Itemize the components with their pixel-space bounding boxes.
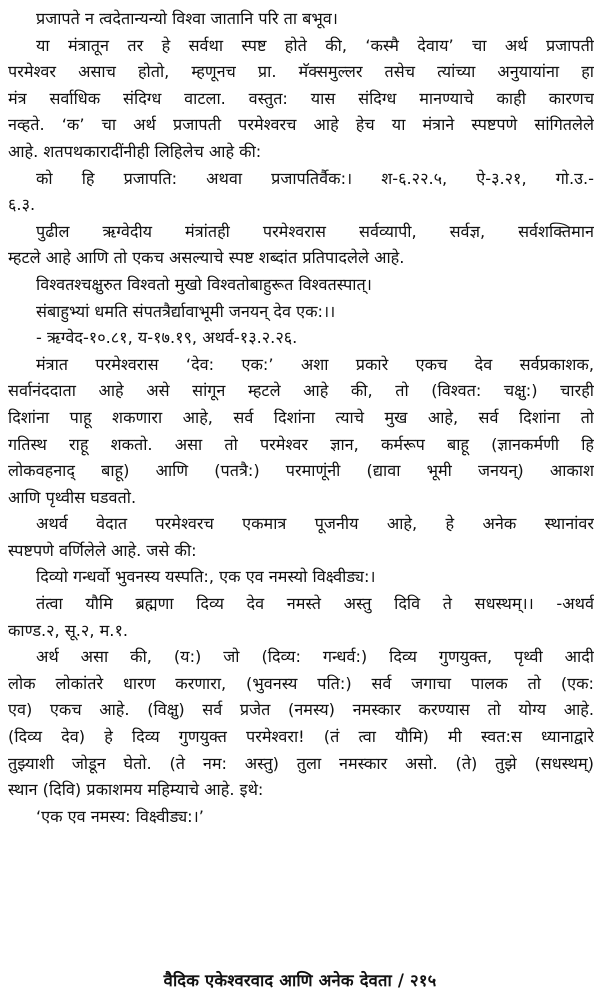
text-line: अर्थ असा की, (य:) जो (दिव्य: गन्धर्व:) दिव्य गुणयुक्त, पृथ्वी आदी: [36, 647, 594, 667]
page-body-text: [8, 6, 594, 830]
text-line: तंत्वा यौमि ब्रह्मणा दिव्य देव नमस्ते अस्तु दिवि ते सधस्थम्।। -अथर्व: [36, 594, 594, 614]
text-line: को हि प्रजापति: अथवा प्रजापतिर्वैक:। श-६.२२.५, ऐ-३.२१, गो.उ.-: [36, 168, 594, 188]
text-line: लोकवहनाद् बाहू) आणि (पतत्रै:) परमाणूंनी (द्यावा भूमी जनयन्) आकाश: [8, 461, 594, 481]
text-line: दिव्यो गन्धर्वो भुवनस्य यस्पति:, एक एव नमस्यो विक्ष्वीड्य:।: [36, 567, 376, 587]
text-line: स्थान (दिवि) प्रकाशमय महिम्याचे आहे. इथे:: [8, 780, 264, 800]
text-line: ‘एक एव नमस्य: विक्ष्वीड्य:।’: [36, 806, 204, 826]
text-line: (दिव्य देव) हे दिव्य गुणयुक्त परमेश्वरा! (तं त्वा यौमि) मी स्वत:स ध्यानाद्वारे: [8, 727, 594, 747]
text-line: एव) एकच आहे. (विक्षु) सर्व प्रजेत (नमस्य) नमस्कार करण्यास तो योग्य आहे.: [8, 700, 594, 720]
text-line: मंत्रात परमेश्वरास ‘देव: एक:’ अशा प्रकारे एकच देव सर्वप्रकाशक,: [36, 354, 594, 374]
text-line: मंत्र सर्वाधिक संदिग्ध वाटला. वस्तुत: यास संदिग्ध मानण्याचे काही कारणच: [8, 88, 594, 108]
text-line: आहे. शतपथकारादींनीही लिहिलेच आहे की:: [8, 141, 262, 161]
text-line: स्पष्टपणे वर्णिलेले आहे. जसे की:: [8, 540, 197, 560]
text-line: संबाहुभ्यां धमति संपतत्रैर्द्यावाभूमी जनयन् देव एक:।।: [36, 301, 336, 321]
text-line: अथर्व वेदात परमेश्वरच एकमात्र पूजनीय आहे, हे अनेक स्थानांवर: [36, 514, 594, 534]
text-line: या मंत्रातून तर हे सर्वथा स्पष्ट होते की, ‘कस्मै देवाय’ चा अर्थ प्रजापती: [36, 35, 594, 55]
page-footer: वैदिक एकेश्वरवाद आणि अनेक देवता / २१५: [163, 971, 437, 990]
text-line: आणि पृथ्वीस घडवतो.: [8, 487, 137, 507]
text-line: ६.३.: [8, 195, 36, 215]
text-line: काण्ड.२, सू.२, म.१.: [8, 620, 129, 640]
text-line: पुढील ऋग्वेदीय मंत्रांतही परमेश्वरास सर्वव्यापी, सर्वज्ञ, सर्वशक्तिमान: [36, 221, 594, 241]
text-line: प्रजापते न त्वदेतान्यन्यो विश्वा जातानि परि ता बभूव।: [36, 9, 338, 28]
text-line: विश्वतश्चक्षुरुत विश्वतो मुखो विश्वतोबाहुरूत विश्वतस्पात्।: [36, 274, 372, 294]
text-line: तुझ्याशी जोडून घेतो. (ते नम: अस्तु) तुला नमस्कार असो. (ते) तुझे (सधस्थम्): [8, 753, 594, 773]
text-line: परमेश्वर असाच होतो, म्हणूनच प्रा. मॅक्समुल्लर तसेच त्यांच्या अनुयायांना हा: [8, 62, 594, 82]
text-line: नव्हते. ‘क’ चा अर्थ प्रजापती परमेश्वरच आहे हेच या मंत्राने स्पष्टपणे सांगितलेले: [8, 115, 594, 135]
text-line: गतिस्थ राहू शकतो. असा तो परमेश्वर ज्ञान, कर्मरूप बाहू (ज्ञानकर्मणी हि: [8, 434, 594, 454]
text-line: सर्वानंददाता आहे असे सांगून म्हटले आहे की, तो (विश्वत: चक्षु:) चारही: [8, 381, 594, 401]
text-line: - ऋग्वेद-१०.८१, य-१७.१९, अथर्व-१३.२.२६.: [36, 328, 298, 348]
text-line: म्हटले आहे आणि तो एकच असल्याचे स्पष्ट शब्दांत प्रतिपादलेले आहे.: [8, 248, 405, 268]
text-line: दिशांना पाहू शकणारा आहे, सर्व दिशांना त्याचे मुख आहे, सर्व दिशांना तो: [8, 407, 594, 427]
text-line: लोक लोकांतरे धारण करणारा, (भुवनस्य पति:) सर्व जगाचा पालक तो (एक:: [8, 673, 594, 693]
